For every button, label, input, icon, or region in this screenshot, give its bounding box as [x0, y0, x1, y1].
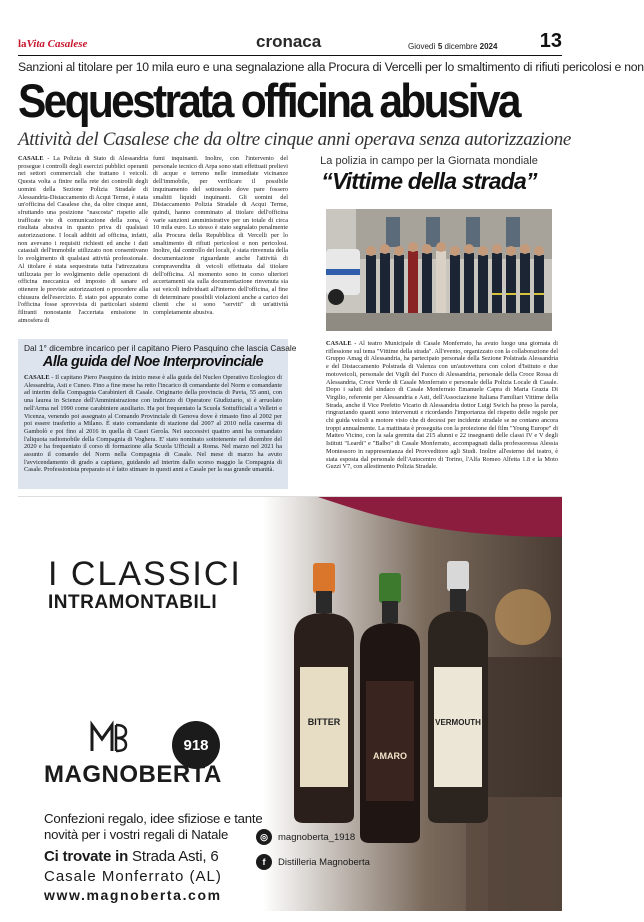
instagram-link[interactable]: ◎ magnoberta_1918 [256, 827, 370, 847]
ad-tagline: Confezioni regalo, idee sfiziose e tante novità per i vostri regali di Natale [44, 811, 263, 842]
article-column-1: CASALE - La Polizia di Stato di Alessandria prosegue i controlli degli esercizi pubblici operanti nei settori commerciali che trattano i veicoli. Questa volta a finire nella rete dei controlli degli uomini della Sezione Polizia Stradale di Alessandria-Distaccamento di Acqui Terme, è stata un'officina del Casalese che, da oltre cinque anni, sfruttando una posizione "nascosta" rispetto alle trafficate vie di comunicazione della zona, è risultata abusiva in quanto priva di qualsiasi autorizzazione. I locali adibiti ad officina, infatti, non avevano i requisiti richiesti ed anche i dati catastali dell'immobile utilizzato non consentivano lo svolgimento di qualsiasi attività professionale. Al titolare è stata sequestrata tutta l'attrezzatura utilizzata per lo svolgimento delle operazioni di officina meccanica ed imposto di sanare ed ottenere le previste autorizzazioni o procedere alla chiusura dell'esercizio. È stato poi appurato come l'officina fosse sprovvista di particolari sistemi filtranti nonostante l'accertata emissione in atmosfera di [18, 155, 148, 324]
dateline: CASALE [18, 155, 44, 162]
store-address: Ci trovate in Strada Asti, 6 [44, 848, 219, 865]
facebook-icon: f [256, 854, 272, 870]
group-photo [326, 209, 552, 331]
side-title: “Vittime della strada” [321, 168, 537, 194]
ad-headline [48, 555, 278, 614]
store-city: Casale Monferrato (AL) [44, 868, 222, 885]
article-headline: Sequestrata officina abusiva [18, 74, 519, 127]
svg-text:VERMOUTH: VERMOUTH [435, 718, 481, 727]
section-title: cronaca [256, 32, 322, 51]
article-subhead: Attività del Casalese che da oltre cinque anni operava senza autorizzazione [18, 129, 572, 150]
article-column-2: fumi inquinanti. Inoltre, con l'intervento del personale tecnico di Arpa sono stati effettuati prelievi di acque e terreno nelle immediate vicinanze dell'immobile, per verificare il possibile inquinamento del sottosuolo dove pare fossero smaltiti liquidi inquinanti. Gli uomini del Distaccamento Polizia Stradale di Acqui Terme, quindi, hanno comminato al titolare dell'officina varie sanzioni amministrative per un totale di circa 10 mila euro. Lo stesso è stato segnalato penalmente alla Procura della Repubblica di Vercelli per lo smaltimento di rifiuti pericolosi e non pericolosi. Inoltre, dal controllo dei locali, è stata rinvenuta della documentazione riguardante anche l'attività di compravendita di veicoli effettuata dal titolare dell'officina. Al momento sono in corso ulteriori accertamenti sia sulla documentazione rinvenuta sia sui veicoli individuati all'interno dell'officina, al fine di determinare possibili violazioni anche a carico dei clienti che si sono "serviti" di un'attività completamente abusiva. [153, 155, 288, 317]
social-links [256, 827, 370, 877]
page-number: 13 [539, 30, 562, 52]
side-kicker: La polizia in campo per la Giornata mondiale [320, 155, 538, 167]
svg-text:AMARO: AMARO [373, 751, 407, 761]
box-kicker: Dal 1° dicembre incarico per il capitano Piero Pasquino che lascia Casale [24, 343, 297, 353]
sidebar-box-noe [18, 339, 297, 489]
box-body: CASALE - Il capitano Piero Pasquino da inizio mese è alla guida del Nucleo Operativo Ecologico di Alessandria, Asti e Cuneo. Fino a fine mese ha retto l'incarico di comandante del Norm e comandante ad interim della Compagnia Carabinieri di Casale. Originario della provincia di Pavia, 55 anni, con una laurea in Scienze dell'Amministrazione con indirizzo di Operatore Giudiziario, si è arruolato nell'Arma nel 1990 come carabiniere ausiliario. Ha poi frequentato la Scuola Sottufficiali a Velletri e Vicenza, venendo poi assegnato al Comando Provinciale di Genova dove è rimasto fino al 2002 per poi essere trasferito a Milano. È stato comandante di stazione dal 2007 al 2010 nella caserma di Gambolò e poi fino al 2016 in quella di Casei Gerola. Nei successivi quattro anni ha comandato l'aliquota radiomobile della Compagnia di Voghera. E' stato nominato sottotenente nel dicembre del 2020 e ha frequentato il corso di formazione alla Scuola Ufficiali a Roma. Nel marzo nel 2021 ha assunto il comando del Norm nella Compagnia di Casale. Nel mese di marzo ha avuto l'avvicendamento di grado a capitano, guidando ad interim dallo scorso maggio la Compagnia di Casale. Professionista preparato si è fatto stimare in questi anni a Casale per la sua grande umanità. [24, 374, 282, 474]
magnoberta-advertisement [18, 496, 562, 910]
facebook-link[interactable]: f Distilleria Magnoberta [256, 852, 370, 872]
brand-monogram-icon [88, 721, 128, 755]
page-header [18, 30, 562, 56]
side-body: CASALE - Al teatro Municipale di Casale Monferrato, ha avuto luogo una giornata di riflessione sul tema "Vittime della strada". All'evento, organizzato con la collaborazione del Gruppo Amag di Alessandria, ha partecipato personale della Sezione Polstrada Alessandria e del Distaccamento Polstrada di Valenza con un'autovettura con colori d'Istituto e due motoveicoli, personale dei Vigili del Fuoco di Alessandria, personale della Croce Rossa di Alessandria, Croce Verde di Casale Monferrato e personale della Polizia Locale di Casale. Dopo i saluti del sindaco di Casale Monferrato Emanuele Capra di Maria Grazia Di Virgilio, referente per Alessandria e Asti, dell'Associazione Italiana Familiari Vittime della Strada, anche il Vice Prefetto Vicario di Alessandria dottor Luigi Swich ha preso la parola, ringraziando quanti sono intervenuti e ricordando l'importanza del rispetto delle regole per chi guida veicoli a motore visto che di decessi per incidente stradale se ne contano ancora troppi annualmente. La mattinata è proseguita con la proiezione del film "Young Europe" di Matteo Vicino, con la sala gremita dai 215 alunni e 22 insegnanti delle classi IV e V degli Istituti "Leardi" e "Balbo" di Casale Monferrato, accompagnati dalla professoressa Alessia Montessoro in rappresentanza del Provveditore agli Studi. Inoltre all'esterno del teatro, è stata esposta dal personale dell'Autocentro di Torino, l'Alfa Romeo Alfetta 1.8 e la Moto Guzzi V7, con allestimento Polizia Stradale. [326, 340, 559, 471]
ad-headline-1: I CLASSICI [48, 555, 242, 593]
svg-text:BITTER: BITTER [307, 717, 341, 727]
brand-name: MAGNOBERTA [44, 761, 222, 788]
box-title: Alla guida del Noe Interprovinciale [42, 354, 264, 370]
side-article-vittime [296, 155, 562, 489]
brand-block [44, 721, 264, 791]
website-link[interactable]: www.magnoberta.com [44, 887, 222, 903]
issue-date: Giovedì 5 dicembre 2024 [408, 42, 498, 51]
masthead-logo: laVita Casalese [18, 38, 88, 50]
ad-headline-2: INTRAMONTABILI [48, 592, 218, 613]
instagram-icon: ◎ [256, 829, 272, 845]
article-kicker: Sanzioni al titolare per 10 mila euro e una segnalazione alla Procura di Vercelli per lo smaltimento di rifiuti pericolosi e non [18, 60, 644, 74]
anniversary-seal: 918 [172, 721, 220, 769]
